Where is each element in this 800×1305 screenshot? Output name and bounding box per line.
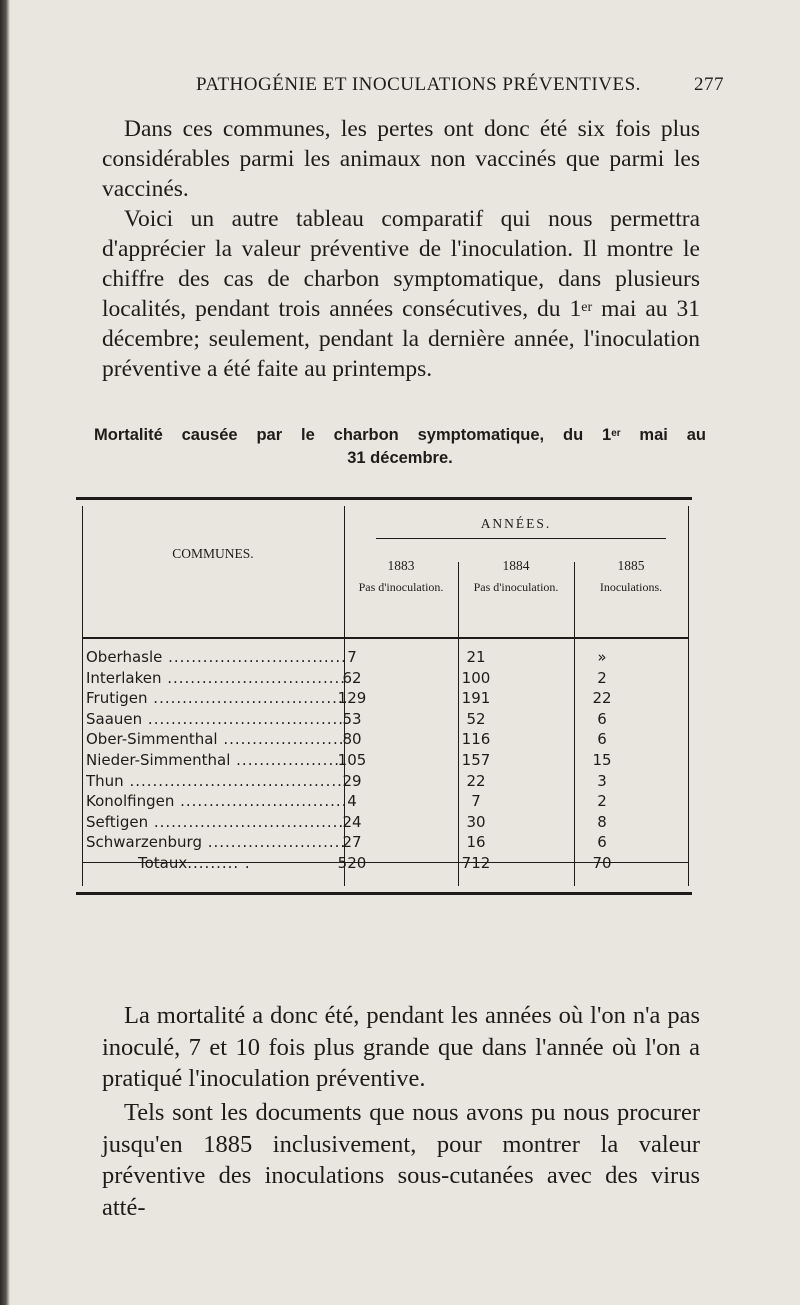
cell-1884: 191 [461, 689, 491, 708]
cell-1885: 15 [592, 750, 612, 769]
commune-name: Interlaken ..... [86, 669, 346, 687]
paragraph-1: Dans ces communes, les pertes ont donc été six fois plus considérables parmi les animaux non vaccinés que parmi les vaccinés. [102, 116, 700, 202]
table-total-row [76, 854, 692, 876]
table-row [76, 772, 692, 793]
cell-1884: 7 [471, 792, 481, 811]
cell-1884: 22 [466, 771, 486, 790]
paragraph-2-superscript: er [581, 299, 593, 315]
table-row [76, 710, 692, 731]
cell-1884: 21 [466, 648, 486, 666]
cell-1883: 29 [342, 771, 362, 790]
table-body [76, 648, 692, 854]
header-year-1883: 1883 [387, 558, 415, 573]
caption-line-1 [94, 424, 706, 447]
table-caption [94, 424, 706, 470]
header-col-1884 [458, 558, 574, 595]
table-row [76, 669, 692, 690]
paragraph-2-text-b: mai au 31 décembre; seulement, pendant la dernière année, l'inoculation préventive a été faite au printemps. [102, 296, 701, 382]
running-header [196, 74, 724, 96]
annees-brace-rule [376, 538, 666, 539]
commune-name: Seftigen ..... [86, 813, 346, 831]
paragraph-2-text-a: Voici un autre tableau comparatif qui nous permettra d'apprécier la valeur préventive de l'inoculation. Il montre le chiffre des cas de charbon symptomatique, dans plusieurs localités, pendant trois années consécutives, du 1 [102, 206, 700, 322]
header-note-1884: Pas d'inoculation. [473, 580, 559, 594]
cell-1885: 3 [597, 771, 607, 790]
cell-1884: 116 [461, 730, 491, 749]
header-annees: ANNÉES. [480, 516, 552, 531]
table-row [76, 730, 692, 751]
cell-1884: 157 [461, 750, 491, 769]
paragraph-4: Tels sont les documents que nous avons pu nous procurer jusqu'en 1885 inclusivement, pour montrer la valeur préventive des inoculations sous-cutanées avec des virus atté- [102, 1099, 700, 1221]
caption-superscript: er [611, 428, 621, 439]
cell-1884: 16 [466, 833, 486, 852]
cell-1883: 105 [337, 750, 367, 769]
caption-text-a: Mortalité causée par le charbon symptomatique, du 1 [94, 426, 612, 444]
table-row [76, 792, 692, 813]
caption-line-2: 31 décembre. [347, 449, 453, 467]
commune-name: Saauen ..... [86, 710, 346, 728]
commune-name: Frutigen ..... [86, 689, 346, 707]
cell-1885: 6 [597, 709, 607, 728]
page-number: 277 [694, 74, 724, 95]
table-header-rule [82, 637, 688, 639]
cell-1883: 80 [342, 730, 362, 749]
commune-name: Konolfingen ..... [86, 792, 346, 810]
cell-1883: 129 [337, 689, 367, 708]
cell-1883: 24 [342, 812, 362, 831]
header-year-1885: 1885 [617, 558, 645, 573]
table-row [76, 813, 692, 834]
cell-1883: 4 [347, 792, 357, 811]
page-binding-edge [0, 0, 10, 1305]
header-col-1883 [344, 558, 458, 595]
cell-1884: 100 [461, 668, 491, 687]
cell-1885: 22 [592, 689, 612, 708]
cell-1883: 7 [347, 648, 357, 666]
cell-1883: 62 [342, 668, 362, 687]
header-note-1885: Inoculations. [599, 580, 663, 594]
cell-1885: 6 [597, 833, 607, 852]
total-1883: 520 [337, 854, 367, 872]
cell-1885: 2 [597, 668, 607, 687]
header-year-1884: 1884 [502, 558, 530, 573]
header-note-1883: Pas d'inoculation. [358, 580, 444, 594]
total-1884: 712 [461, 854, 491, 872]
cell-1884: 30 [466, 812, 486, 831]
table-row [76, 648, 692, 669]
paragraph-3: La mortalité a donc été, pendant les années où l'on n'a pas inoculé, 7 et 10 fois plus grande que dans l'année où l'on a pratiqué l'inoculation préventive. [102, 1002, 700, 1092]
header-col-1885 [574, 558, 688, 595]
cell-1885: 6 [597, 730, 607, 749]
mortality-table [76, 497, 692, 895]
caption-text-b: mai au [620, 426, 706, 444]
header-title: PATHOGÉNIE ET INOCULATIONS PRÉVENTIVES. [196, 74, 641, 95]
total-label: Totaux ..... [138, 854, 251, 872]
commune-name: Ober-Simmenthal ..... [86, 730, 346, 748]
header-communes: COMMUNES. [172, 546, 254, 561]
commune-name: Schwarzenburg ..... [86, 833, 346, 851]
commune-name: Oberhasle ..... [86, 648, 346, 666]
cell-1885: 8 [597, 812, 607, 831]
commune-name: Nieder-Simmenthal ..... [86, 751, 346, 769]
table-row [76, 833, 692, 854]
cell-1883: 53 [342, 709, 362, 728]
table-row [76, 751, 692, 772]
table-row [76, 689, 692, 710]
total-1885: 70 [592, 854, 612, 872]
commune-name: Thun ..... [86, 772, 346, 790]
cell-1883: 27 [342, 833, 362, 852]
cell-1885: 2 [597, 792, 607, 811]
cell-1885: » [597, 648, 607, 666]
paragraph-2 [102, 204, 700, 384]
cell-1884: 52 [466, 709, 486, 728]
